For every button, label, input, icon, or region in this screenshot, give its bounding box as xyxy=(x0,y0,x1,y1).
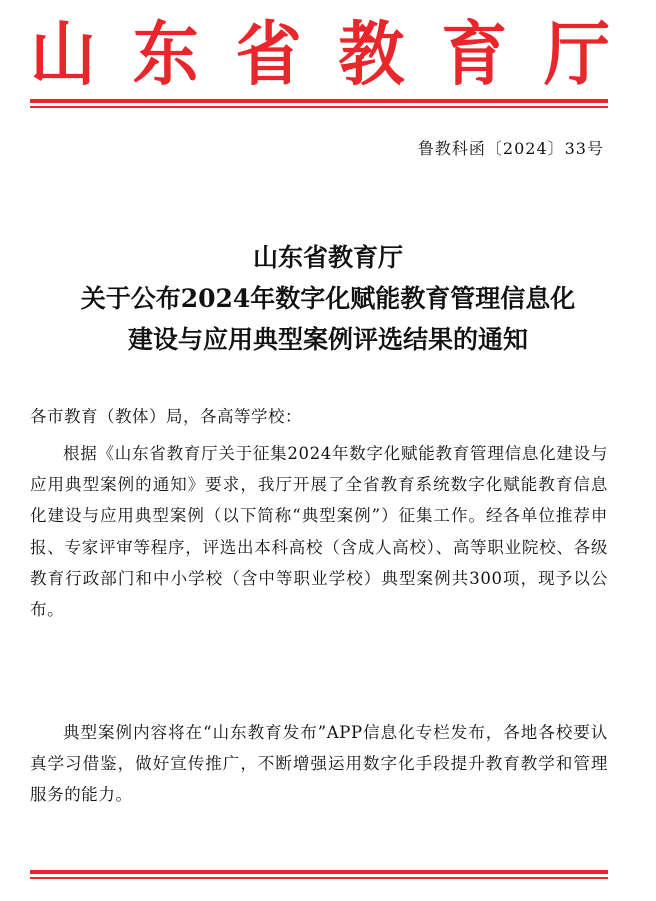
masthead-char: 东 xyxy=(132,13,199,95)
document-title-line1: 山东省教育厅 xyxy=(252,243,403,272)
document-number: 鲁教科函〔2024〕33号 xyxy=(417,139,604,158)
footer-rule-thin xyxy=(30,877,608,879)
masthead-char: 育 xyxy=(441,13,508,95)
document-title-line2: 关于公布2024年数字化赋能教育管理信息化 xyxy=(80,284,576,313)
body-paragraph-2: 典型案例内容将在“山东教育发布”APP信息化专栏发布，各地各校要认真学习借鉴，做好宣传推广，不断增强运用数字化手段提升教育教学和管理服务的能力。 xyxy=(30,723,608,805)
footer-rule-thick xyxy=(30,870,608,874)
body-paragraph-1: 根据《山东省教育厅关于征集2024年数字化赋能教育管理信息化建设与应用典型案例的通知》要求，我厅开展了全省教育系统数字化赋能教育信息化建设与应用典型案例（以下简称“典型案例”）征集工作。经各单位推荐申报、专家评审等程序，评选出本科高校（含成人高校）、高等职业院校、各级教育行政部门和中小学校（含中等职业学校）典型案例共300项，现予以公布。 xyxy=(30,444,608,620)
document-title-line3: 建设与应用典型案例评选结果的通知 xyxy=(127,325,528,354)
masthead-char: 山 xyxy=(30,13,96,95)
header-rule-thin xyxy=(30,106,608,108)
masthead-char: 教 xyxy=(338,13,405,95)
masthead-char: 省 xyxy=(235,13,302,95)
masthead-title xyxy=(30,14,610,94)
salutation: 各市教育（教体）局，各高等学校： xyxy=(30,407,302,426)
header-rule-thick xyxy=(30,99,608,103)
masthead-char: 厅 xyxy=(543,13,610,95)
